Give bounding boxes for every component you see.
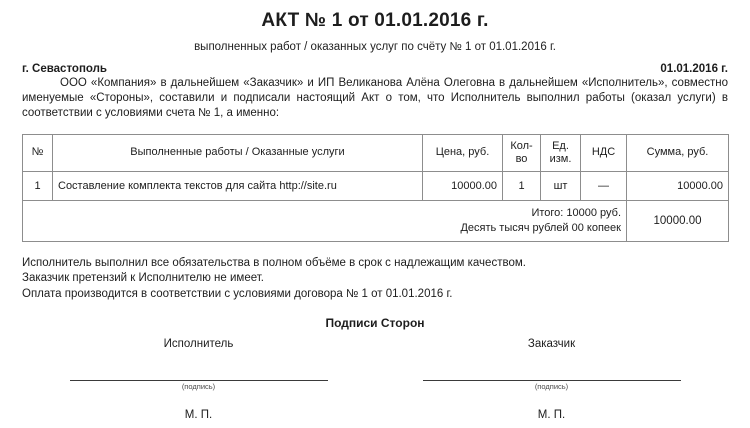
cell-sum: 10000.00 [627, 171, 729, 200]
document-meta [22, 63, 728, 75]
terms-line-2: Заказчик претензий к Исполнителю не имеет. [22, 272, 264, 285]
table-header-row [23, 134, 729, 171]
signature-rule-left [70, 380, 328, 381]
document-subtitle: выполненных работ / оказанных услуг по счёту № 1 от 01.01.2016 г. [194, 41, 556, 53]
document-date: 01.01.2016 г. [660, 63, 728, 75]
signature-field-right[interactable] [375, 380, 728, 391]
header-quantity-line2: во [515, 152, 528, 165]
cell-description: Составление комплекта текстов для сайта http://site.ru [53, 171, 423, 200]
header-sum: Сумма, руб. [627, 134, 729, 171]
intro-paragraph: ООО «Компания» в дальнейшем «Заказчик» и ИП Великанова Алёна Олеговна в дальнейшем «Исполнитель», совместно именуемые «Стороны», составили и подписали настоящий Акт о том, что Исполнитель выполнил работы (оказал услуги) в соответствии с условиями счета № 1, а именно: [22, 77, 728, 120]
signature-caption-left: (подпись) [181, 382, 216, 392]
header-unit-line1: Ед. [552, 140, 569, 153]
cell-number: 1 [23, 171, 53, 200]
cell-quantity: 1 [503, 171, 541, 200]
header-unit-line2: изм. [549, 152, 572, 165]
signature-rule-right [423, 380, 681, 381]
header-quantity [503, 134, 541, 171]
header-vat: НДС [581, 134, 627, 171]
terms-line-3: Оплата производится в соответствии с условиями договора № 1 от 01.01.2016 г. [22, 287, 453, 300]
signature-lines-row [22, 380, 728, 391]
signatures-title: Подписи Сторон [325, 316, 425, 331]
stamp-left: М. П. [184, 409, 213, 422]
totals-sum: 10000.00 [627, 200, 729, 241]
totals-line-2: Десять тысяч рублей 00 копеек [460, 221, 621, 234]
table-totals-row [23, 200, 729, 241]
party-left-label: Исполнитель [163, 338, 234, 351]
terms-block [22, 256, 728, 303]
header-price: Цена, руб. [423, 134, 503, 171]
header-quantity-line1: Кол- [510, 140, 533, 153]
cell-price: 10000.00 [423, 171, 503, 200]
header-description: Выполненные работы / Оказанные услуги [53, 134, 423, 171]
signature-caption-right: (подпись) [534, 382, 569, 392]
stamp-right: М. П. [537, 409, 566, 422]
cell-unit: шт [541, 171, 581, 200]
works-table [22, 134, 729, 242]
signature-field-left[interactable] [22, 380, 375, 391]
terms-line-1: Исполнитель выполнил все обязательства в полном объёме в срок с надлежащим качеством. [22, 256, 526, 269]
totals-text [23, 200, 627, 241]
signature-party-row [22, 338, 728, 350]
stamp-row [22, 409, 728, 421]
header-number: № [23, 134, 53, 171]
cell-vat: — [581, 171, 627, 200]
party-right-label: Заказчик [527, 338, 576, 351]
city-label: г. Севастополь [22, 63, 108, 75]
header-unit [541, 134, 581, 171]
table-row [23, 171, 729, 200]
page-title: АКТ № 1 от 01.01.2016 г. [261, 10, 489, 31]
totals-line-1: Итого: 10000 руб. [531, 206, 621, 219]
